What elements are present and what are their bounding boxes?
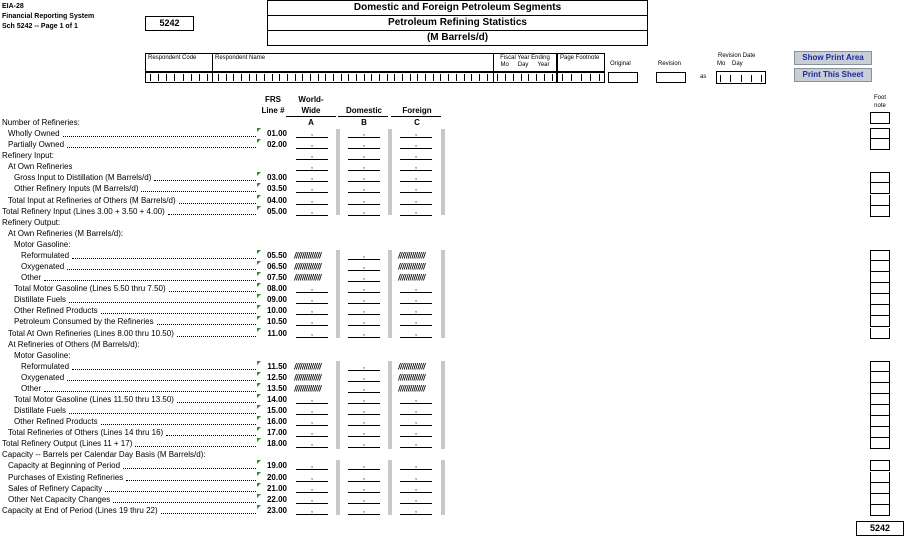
col-c-header: C — [414, 118, 420, 127]
hatched-cell: ////////////// — [294, 372, 321, 382]
row-label: Reformulated — [21, 250, 70, 260]
footnote-input[interactable] — [870, 305, 890, 316]
leader-dots — [44, 280, 256, 281]
respondent-code-text: Respondent Code — [148, 55, 197, 61]
value-input-col-a[interactable]: , — [296, 295, 328, 304]
leader-dots — [157, 324, 256, 325]
leader-dots — [141, 191, 256, 192]
hatched-cell: ////////////// — [398, 361, 425, 371]
footnote-input[interactable] — [870, 416, 890, 427]
value-input-col-a[interactable]: , — [296, 184, 328, 193]
leader-dots — [105, 491, 256, 492]
leader-dots — [179, 203, 256, 204]
page-footnote-ticks — [562, 74, 600, 81]
value-input-col-c[interactable]: , — [400, 439, 432, 448]
leader-dots — [63, 136, 256, 137]
row-label: Purchases of Existing Refineries — [8, 472, 124, 482]
table-row — [0, 483, 910, 494]
value-input-col-a[interactable]: , — [296, 317, 328, 326]
row-label: Total Input at Refineries of Others (M Barrels/d) — [8, 195, 176, 205]
title-line-2: Petroleum Refining Statistics — [267, 15, 648, 31]
table-row — [0, 350, 910, 361]
value-input-col-a[interactable]: , — [296, 461, 328, 470]
footnote-input[interactable] — [870, 505, 890, 516]
footnote-input[interactable] — [870, 394, 890, 405]
table-row — [0, 261, 910, 272]
value-input-col-c[interactable]: , — [400, 428, 432, 437]
table-row — [0, 405, 910, 416]
leader-dots — [126, 480, 256, 481]
frs-header: FRS — [265, 95, 281, 104]
leader-dots — [177, 336, 256, 337]
table-row — [0, 161, 910, 172]
leader-dots — [169, 291, 256, 292]
row-label: Other Refined Products — [14, 417, 98, 427]
schedule-number-box: 5242 — [145, 16, 194, 31]
frs-line-number: 20.00 — [266, 472, 287, 482]
value-input-col-c[interactable]: , — [400, 506, 432, 515]
row-label: At Own Refineries (M Barrels/d): — [8, 228, 124, 238]
row-label: Distillate Fuels — [14, 295, 67, 305]
value-input-col-b[interactable]: , — [348, 428, 380, 437]
page-footnote-text: Page Footnote — [560, 55, 600, 61]
fiscal-year-label — [493, 53, 557, 72]
frs-line-number: 09.00 — [266, 295, 287, 305]
frs-line-number: 11.00 — [267, 328, 287, 338]
table-row — [0, 139, 910, 150]
value-input-col-a[interactable]: , — [296, 506, 328, 515]
leader-dots — [67, 269, 256, 270]
fiscal-year-text: Fiscal Year Ending — [500, 55, 550, 61]
leader-dots — [44, 391, 256, 392]
value-input-col-c[interactable]: , — [400, 406, 432, 415]
footnote-input[interactable] — [870, 460, 890, 471]
value-input-col-b[interactable]: , — [348, 306, 380, 315]
row-label: Other — [21, 383, 42, 393]
row-label: Gross Input to Distillation (M Barrels/d) — [14, 173, 152, 183]
hatched-cell: ////////////// — [294, 273, 321, 283]
hatched-cell: ////////////// — [398, 250, 425, 260]
row-label: Reformulated — [21, 361, 70, 371]
revision-date-ticks — [720, 75, 762, 82]
value-input-col-c[interactable]: , — [400, 461, 432, 470]
leader-dots — [67, 380, 256, 381]
table-row — [0, 328, 910, 339]
footnote-input[interactable] — [870, 494, 890, 505]
value-input-col-a[interactable]: , — [296, 484, 328, 493]
frs-line-number: 16.00 — [266, 417, 287, 427]
frs-line-number: 05.00 — [266, 206, 287, 216]
leader-dots — [135, 446, 256, 447]
footnote-input[interactable] — [870, 427, 890, 438]
frs-line-number: 11.50 — [267, 361, 287, 371]
footnote-input[interactable] — [870, 316, 890, 327]
col-a-header: A — [308, 118, 314, 127]
frs-line-number: 14.00 — [266, 395, 287, 404]
row-label: Other — [21, 273, 42, 283]
footnote-header-2: note — [874, 103, 886, 109]
row-label: Wholly Owned — [8, 129, 60, 139]
row-label: Sales of Refinery Capacity — [8, 483, 103, 493]
value-input-col-b[interactable]: , — [348, 473, 380, 482]
value-input-col-a[interactable]: , — [296, 395, 328, 404]
value-input-col-a[interactable]: , — [296, 140, 328, 149]
leader-dots — [166, 435, 256, 436]
value-input-col-b[interactable]: , — [348, 484, 380, 493]
table-row — [0, 472, 910, 483]
footnote-input[interactable] — [870, 472, 890, 483]
table-row — [0, 394, 910, 405]
value-input-col-a[interactable]: , — [296, 129, 328, 138]
title-line-1: Domestic and Foreign Petroleum Segments — [267, 0, 648, 16]
footnote-input[interactable] — [870, 250, 890, 261]
respondent-name-ticks — [218, 74, 488, 81]
row-label: Total Motor Gasoline (Lines 11.50 thru 13.50) — [14, 395, 174, 404]
frs-line-number: 04.00 — [266, 195, 287, 205]
frs-line-number: 18.00 — [266, 439, 287, 449]
table-row — [0, 372, 910, 383]
value-input-col-b[interactable]: , — [348, 495, 380, 504]
frs-line-number: 06.50 — [266, 262, 287, 272]
respondent-name-text: Respondent Name — [215, 55, 266, 61]
value-input-col-c[interactable]: , — [400, 495, 432, 504]
row-label: Total Refinery Output (Lines 11 + 17) — [2, 439, 133, 449]
value-input-col-a[interactable]: , — [296, 473, 328, 482]
footnote-input[interactable] — [870, 272, 890, 283]
value-input-col-b[interactable]: , — [348, 317, 380, 326]
value-input-col-b[interactable]: , — [348, 207, 380, 216]
value-input-col-c[interactable]: , — [400, 395, 432, 404]
form-schedule-page: Sch 5242 -- Page 1 of 1 — [2, 23, 78, 30]
footnote-input[interactable] — [870, 372, 890, 383]
value-input-col-c[interactable]: , — [400, 173, 432, 182]
leader-dots — [69, 413, 256, 414]
hatched-cell: ////////////// — [294, 361, 321, 371]
value-input-col-c[interactable]: , — [400, 162, 432, 171]
value-input-col-b[interactable]: , — [348, 140, 380, 149]
col-b-header: B — [361, 118, 367, 127]
frs-line-number: 10.50 — [266, 317, 287, 327]
form-id: EIA-28 — [2, 3, 24, 10]
fy-mo: Mo — [500, 62, 509, 68]
row-label: Oxygenated — [21, 262, 65, 272]
hatched-cell: ////////////// — [294, 262, 321, 272]
value-input-col-a[interactable]: , — [296, 428, 328, 437]
frs-line-number: 08.00 — [266, 284, 287, 294]
frs-line-number: 19.00 — [266, 461, 287, 471]
line-number-header: Line # — [261, 106, 285, 115]
footnote-input[interactable] — [870, 172, 890, 183]
frs-line-number: 10.00 — [266, 306, 287, 316]
world-wide-header-2: Wide — [301, 106, 321, 115]
respondent-name-label — [212, 53, 494, 72]
value-input-col-c[interactable]: , — [400, 196, 432, 205]
frs-line-number: 15.00 — [266, 406, 287, 416]
value-input-col-a[interactable]: , — [296, 417, 328, 426]
table-row — [0, 305, 910, 316]
page-footnote-label — [557, 53, 605, 72]
foreign-header: Foreign — [402, 106, 432, 115]
footnote-input[interactable] — [870, 283, 890, 294]
value-input-col-b[interactable]: , — [348, 439, 380, 448]
footnote-input[interactable] — [870, 383, 890, 394]
revision-date-day: Day — [732, 61, 743, 67]
value-input-col-c[interactable]: , — [400, 184, 432, 193]
revision-date-mo: Mo — [717, 61, 726, 67]
original-label: Original — [610, 61, 631, 67]
row-label: Capacity -- Barrels per Calendar Day Basis (M Barrels/d): — [2, 450, 206, 460]
value-input-col-c[interactable]: , — [400, 284, 432, 293]
value-input-col-b[interactable]: , — [348, 406, 380, 415]
value-input-col-b[interactable]: , — [348, 384, 380, 393]
row-label: Partially Owned — [8, 140, 65, 150]
footnote-input[interactable] — [870, 206, 890, 217]
table-row — [0, 228, 910, 239]
leader-dots — [72, 258, 256, 259]
value-input-col-b[interactable]: , — [348, 362, 380, 371]
frs-line-number: 23.00 — [266, 505, 287, 515]
value-input-col-b[interactable]: , — [348, 417, 380, 426]
table-row — [0, 339, 910, 350]
fy-year: Year — [537, 62, 550, 68]
row-label: Total At Own Refineries (Lines 8.00 thru 10.50) — [8, 328, 174, 338]
frs-line-number: 22.00 — [266, 494, 287, 504]
leader-dots — [67, 147, 256, 148]
row-label: Other Refinery Inputs (M Barrels/d) — [14, 184, 139, 194]
value-input-col-b[interactable]: , — [348, 251, 380, 260]
footnote-header-1: Foot — [873, 95, 886, 101]
value-input-col-c[interactable]: , — [400, 140, 432, 149]
table-row — [0, 217, 910, 228]
fiscal-year-ticks — [497, 74, 553, 81]
table-row — [0, 150, 910, 161]
frs-line-number: 07.50 — [266, 273, 287, 283]
value-input-col-b[interactable]: , — [348, 395, 380, 404]
value-input-col-b[interactable]: , — [348, 273, 380, 282]
table-row — [0, 128, 910, 139]
value-input-col-c[interactable]: , — [400, 329, 432, 338]
fy-day: Day — [517, 62, 529, 68]
respondent-code-ticks — [150, 74, 208, 81]
row-label: Motor Gasoline: — [14, 350, 71, 360]
domestic-header: Domestic — [345, 106, 382, 115]
value-input-col-a[interactable]: , — [296, 173, 328, 182]
row-label: Motor Gasoline: — [14, 239, 71, 249]
row-label: Refinery Input: — [2, 151, 55, 161]
frs-line-number: 02.00 — [266, 140, 287, 150]
row-label: Other Refined Products — [14, 306, 98, 316]
value-input-col-c[interactable]: , — [400, 473, 432, 482]
footnote-input[interactable] — [870, 139, 890, 150]
leader-dots — [69, 302, 256, 303]
table-row — [0, 449, 910, 460]
table-row — [0, 427, 910, 438]
leader-dots — [161, 513, 256, 514]
respondent-code-label — [145, 53, 213, 72]
value-input-col-a[interactable]: , — [296, 306, 328, 315]
value-input-col-b[interactable]: , — [348, 129, 380, 138]
hatched-cell: ////////////// — [398, 273, 425, 283]
leader-dots — [123, 468, 256, 469]
hatched-cell: ////////////// — [294, 383, 321, 393]
footnote-input[interactable] — [870, 294, 890, 305]
value-input-col-a[interactable]: , — [296, 196, 328, 205]
hatched-cell: ////////////// — [398, 383, 425, 393]
leader-dots — [113, 502, 256, 503]
hatched-cell: ////////////// — [294, 250, 321, 260]
row-label: Capacity at Beginning of Period — [8, 461, 121, 471]
frs-line-number: 05.50 — [266, 250, 287, 260]
footer-schedule-number: 5242 — [856, 521, 904, 536]
table-row — [0, 460, 910, 471]
value-input-col-b[interactable]: , — [348, 196, 380, 205]
table-row — [0, 494, 910, 505]
value-input-col-b[interactable]: , — [348, 506, 380, 515]
show-print-area-button[interactable]: Show Print Area — [794, 51, 872, 65]
value-input-col-a[interactable]: , — [296, 207, 328, 216]
value-input-col-a[interactable]: , — [296, 439, 328, 448]
value-input-col-a[interactable]: , — [296, 151, 328, 160]
frs-line-number: 17.00 — [266, 428, 287, 438]
footnote-input[interactable] — [870, 361, 890, 372]
table-row — [0, 316, 910, 327]
frs-line-number: 13.50 — [266, 383, 287, 393]
value-input-col-c[interactable]: , — [400, 484, 432, 493]
row-label: Number of Refineries: — [2, 118, 80, 127]
hatched-cell: ////////////// — [398, 372, 425, 382]
row-label: Capacity at End of Period (Lines 19 thru 22) — [2, 505, 158, 515]
frs-line-number: 21.00 — [266, 483, 287, 493]
leader-dots — [168, 214, 256, 215]
table-row — [0, 183, 910, 194]
row-label: Total Refinery Input (Lines 3.00 + 3.50 + 4.00) — [2, 206, 165, 216]
value-input-col-a[interactable]: , — [296, 406, 328, 415]
value-input-col-b[interactable]: , — [348, 295, 380, 304]
value-input-col-a[interactable]: , — [296, 162, 328, 171]
value-input-col-a[interactable]: , — [296, 329, 328, 338]
leader-dots — [72, 369, 256, 370]
row-label: Distillate Fuels — [14, 406, 67, 416]
revision-checkbox[interactable] — [656, 72, 686, 83]
table-row — [0, 383, 910, 394]
table-row — [0, 206, 910, 217]
leader-dots — [154, 180, 256, 181]
title-line-3: (M Barrels/d) — [267, 30, 648, 46]
table-row — [0, 361, 910, 372]
leader-dots — [177, 402, 256, 403]
table-row — [0, 117, 910, 128]
revision-date-label: Revision Date — [718, 53, 756, 59]
table-row — [0, 195, 910, 206]
value-input-col-c[interactable]: , — [400, 151, 432, 160]
table-row — [0, 283, 910, 294]
leader-dots — [101, 313, 256, 314]
footnote-input[interactable] — [870, 128, 890, 139]
row-label: Refinery Output: — [2, 217, 61, 227]
value-input-col-c[interactable]: , — [400, 306, 432, 315]
value-input-col-b[interactable]: , — [348, 461, 380, 470]
footnote-input[interactable] — [870, 261, 890, 272]
value-input-col-b[interactable]: , — [348, 173, 380, 182]
value-input-col-a[interactable]: , — [296, 284, 328, 293]
row-label: Other Net Capacity Changes — [8, 494, 111, 504]
value-input-col-b[interactable]: , — [348, 284, 380, 293]
footnote-input[interactable] — [870, 483, 890, 494]
value-input-col-c[interactable]: , — [400, 317, 432, 326]
table-row — [0, 294, 910, 305]
leader-dots — [101, 424, 256, 425]
footnote-input[interactable] — [870, 438, 890, 449]
table-row — [0, 438, 910, 449]
value-input-col-b[interactable]: , — [348, 262, 380, 271]
original-checkbox[interactable] — [608, 72, 638, 83]
table-row — [0, 239, 910, 250]
footnote-input[interactable] — [870, 405, 890, 416]
table-row — [0, 250, 910, 261]
form-system: Financial Reporting System — [2, 13, 95, 20]
print-this-sheet-button[interactable]: Print This Sheet — [794, 68, 872, 82]
row-label: Total Motor Gasoline (Lines 5.50 thru 7.50) — [14, 284, 166, 294]
hatched-cell: ////////////// — [398, 262, 425, 272]
as-label: as — [700, 74, 707, 80]
value-input-col-b[interactable]: , — [348, 162, 380, 171]
frs-line-number: 03.50 — [266, 184, 287, 194]
row-label: At Own Refineries — [8, 162, 73, 172]
footnote-input[interactable] — [870, 195, 890, 206]
table-row — [0, 416, 910, 427]
footnote-input[interactable] — [870, 183, 890, 194]
table-row — [0, 272, 910, 283]
row-label: Total Refineries of Others (Lines 14 thru 16) — [8, 428, 164, 438]
revision-label: Revision — [658, 61, 682, 67]
row-label: Oxygenated — [21, 372, 65, 382]
value-input-col-c[interactable]: , — [400, 295, 432, 304]
value-input-col-b[interactable]: , — [348, 373, 380, 382]
value-input-col-b[interactable]: , — [348, 184, 380, 193]
world-wide-header: World- — [298, 95, 324, 104]
frs-line-number: 03.00 — [266, 173, 287, 183]
value-input-col-c[interactable]: , — [400, 207, 432, 216]
row-label: Petroleum Consumed by the Refineries — [14, 317, 154, 327]
frs-line-number: 12.50 — [266, 372, 287, 382]
value-input-col-a[interactable]: , — [296, 495, 328, 504]
value-input-col-c[interactable]: , — [400, 129, 432, 138]
frs-line-number: 01.00 — [266, 129, 287, 139]
table-row — [0, 505, 910, 516]
footnote-input[interactable] — [870, 328, 890, 339]
value-input-col-b[interactable]: , — [348, 151, 380, 160]
value-input-col-b[interactable]: , — [348, 329, 380, 338]
row-label: At Refineries of Others (M Barrels/d): — [8, 339, 140, 349]
value-input-col-c[interactable]: , — [400, 417, 432, 426]
table-row — [0, 172, 910, 183]
